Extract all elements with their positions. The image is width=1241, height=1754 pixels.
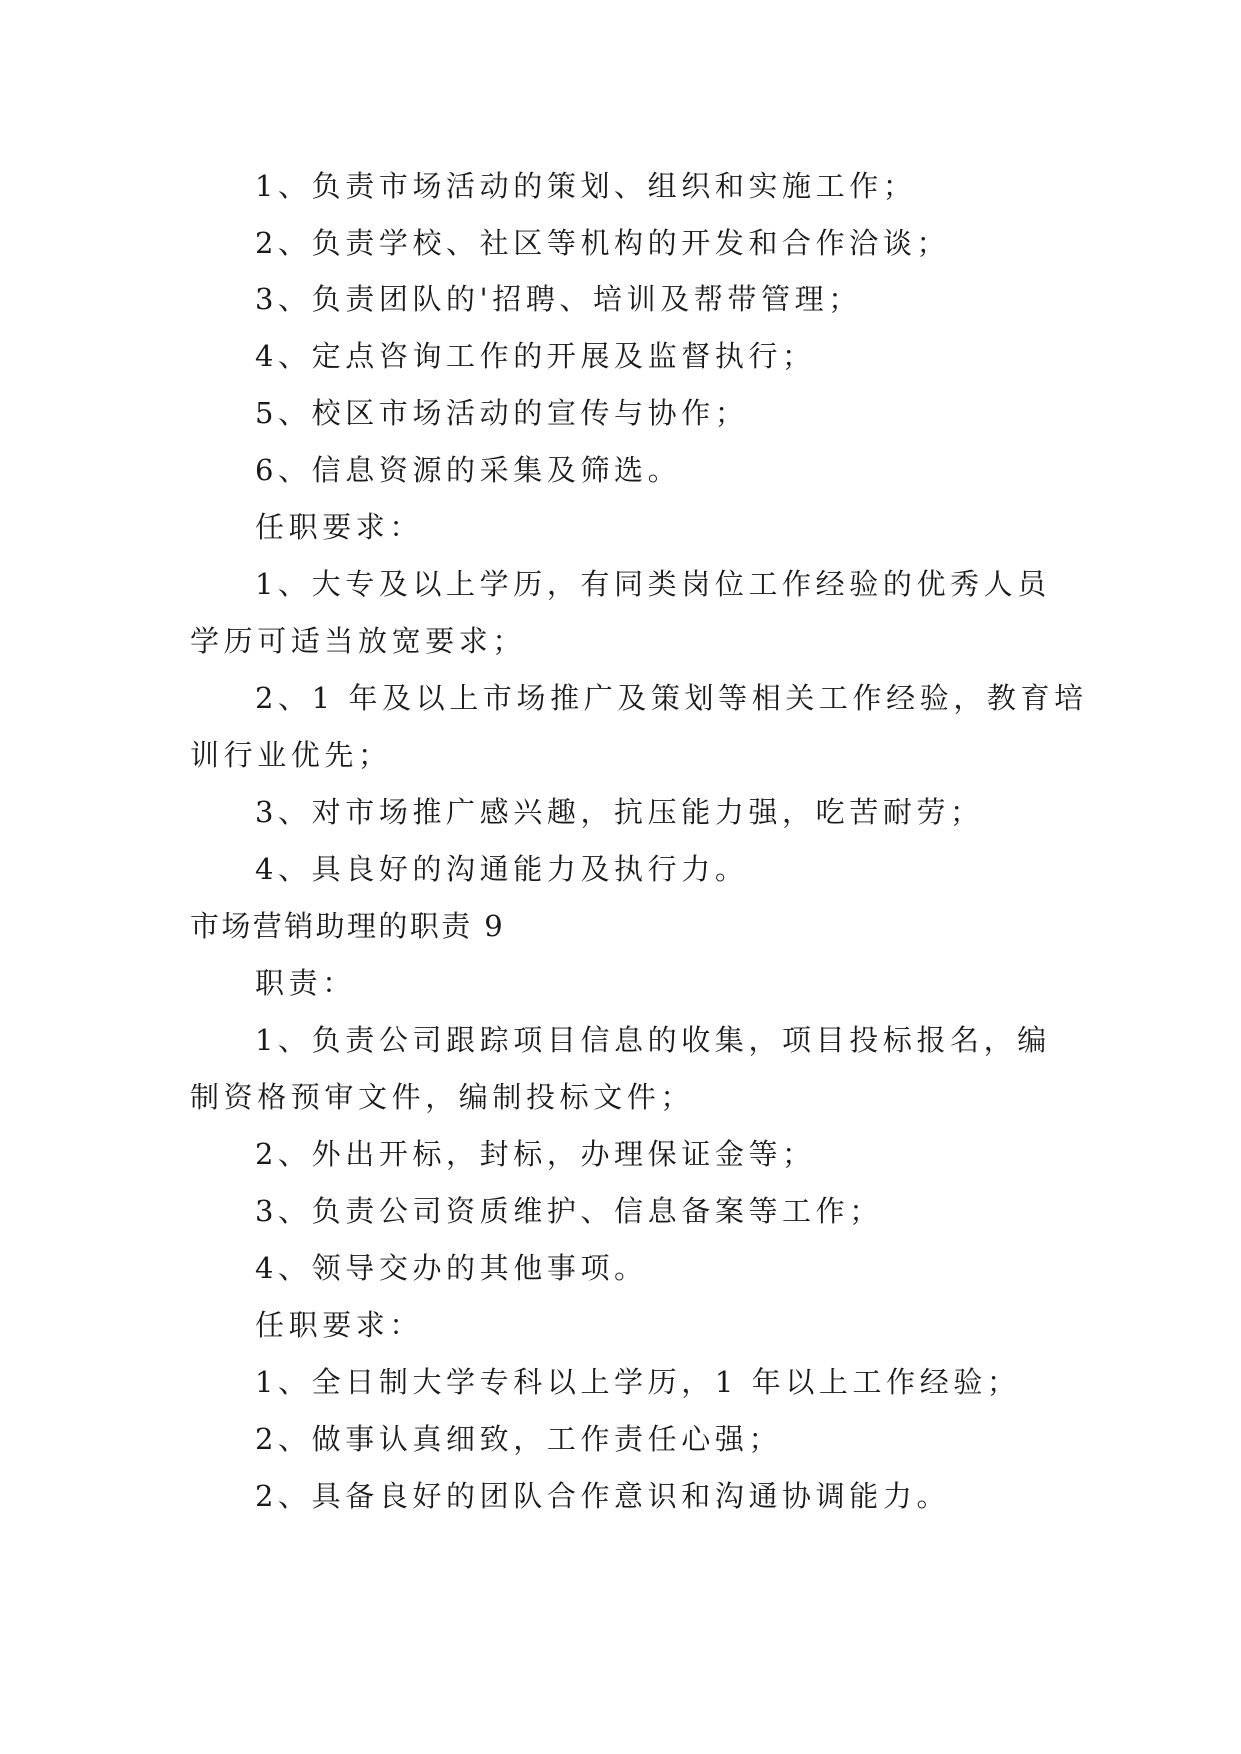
- requirement-item: 1、全日制大学专科以上学历，1 年以上工作经验；: [255, 1365, 1021, 1399]
- duty-item: 3、负责团队的'招聘、培训及帮带管理；: [255, 282, 862, 316]
- requirement-item-continuation: 学历可适当放宽要求；: [190, 624, 527, 658]
- requirement-item: 3、对市场推广感兴趣，抗压能力强，吃苦耐劳；: [255, 795, 984, 829]
- duties-heading: 职责：: [255, 966, 356, 1000]
- requirement-item: 2、做事认真细致，工作责任心强；: [255, 1422, 783, 1456]
- duty-item-continuation: 制资格预审文件，编制投标文件；: [190, 1080, 695, 1114]
- duty-item: 1、负责市场活动的策划、组织和实施工作；: [255, 169, 917, 203]
- duty-item: 1、负责公司跟踪项目信息的收集，项目投标报名，编: [255, 1023, 1051, 1057]
- duty-item: 2、负责学校、社区等机构的开发和合作洽谈；: [255, 226, 951, 260]
- duty-item: 2、外出开标，封标，办理保证金等；: [255, 1137, 816, 1171]
- duty-item: 3、负责公司资质维护、信息备案等工作；: [255, 1194, 883, 1228]
- requirements-heading: 任职要求：: [255, 1308, 424, 1342]
- requirement-item: 2、1 年及以上市场推广及策划等相关工作经验，教育培: [255, 681, 1088, 715]
- requirement-item-continuation: 训行业优先；: [190, 738, 392, 772]
- requirement-item: 4、具良好的沟通能力及执行力。: [255, 852, 749, 886]
- duty-item: 4、领导交办的其他事项。: [255, 1251, 648, 1285]
- duty-item: 6、信息资源的采集及筛选。: [255, 453, 682, 487]
- duty-item: 4、定点咨询工作的开展及监督执行；: [255, 339, 816, 373]
- requirement-item: 1、大专及以上学历，有同类岗位工作经验的优秀人员: [255, 567, 1051, 601]
- requirement-item: 2、具备良好的团队合作意识和沟通协调能力。: [255, 1479, 951, 1513]
- requirements-heading: 任职要求：: [255, 510, 424, 544]
- section-title: 市场营销助理的职责 9: [190, 909, 506, 943]
- duty-item: 5、校区市场活动的宣传与协作；: [255, 396, 749, 430]
